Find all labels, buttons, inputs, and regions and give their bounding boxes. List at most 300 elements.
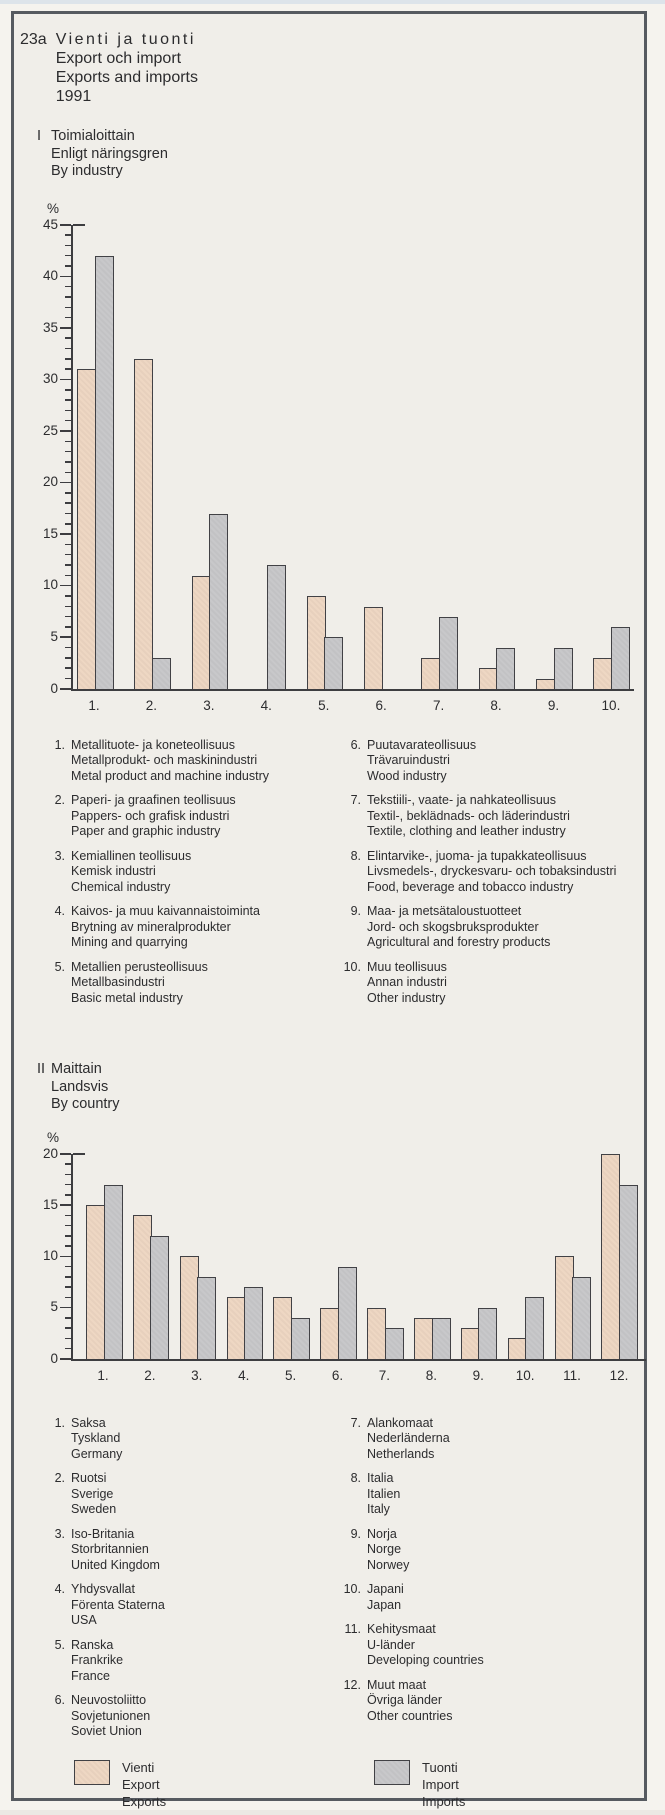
bar-group-1 [86,1185,123,1359]
y-tick [65,1266,71,1268]
bar-import-10 [611,627,630,689]
bar-group-8 [479,648,516,689]
y-tick [60,276,71,278]
y-tick [60,224,71,226]
x-category-label: 9. [472,1367,484,1383]
item-number: 2. [54,1471,65,1485]
industry-item-4 [43,904,339,951]
item-line: Trävaruindustri [367,753,450,767]
bar-import-10 [525,1297,544,1359]
item-line: Developing countries [367,1653,484,1667]
y-tick [65,1184,71,1186]
item-number: 8. [350,848,361,863]
item-lines [367,1622,484,1669]
item-line: Italia [367,1471,394,1485]
bar-group-2 [133,1215,170,1359]
page-content [14,30,644,1814]
y-tick [65,317,71,319]
y-tick [65,337,71,339]
y-tick-label: 20 [42,474,58,490]
y-tick [65,389,71,391]
legend-label-sv: Export [122,1776,160,1792]
y-tick [65,1327,71,1329]
item-line: Storbritannien [71,1542,149,1556]
bar-import-2 [152,658,171,689]
bar-export-4 [227,1297,246,1359]
y-tick [65,286,71,288]
title-line-fi: Vienti ja tuonti [55,31,196,48]
x-category-label: 1. [97,1367,109,1383]
item-line: Metallprodukt- och maskinindustri [71,753,258,767]
item-line: Elintarvike-, juoma- ja tupakkateollisuus [367,848,587,863]
y-tick [65,296,71,298]
x-category-label: 7. [378,1367,391,1383]
y-tick-label: 5 [50,1299,58,1315]
country-item-9 [339,1527,484,1574]
country-item-2 [43,1471,339,1518]
import-swatch [374,1760,410,1785]
section-2-heading [37,1061,644,1114]
industry-item-7 [339,793,616,840]
legend-label-en: Imports [422,1793,466,1809]
x-category-label: 4. [260,697,272,713]
country-chart [42,1129,646,1384]
bar-import-7 [385,1328,404,1359]
y-tick-label: 35 [42,319,58,335]
item-line: Puutavarateollisuus [367,737,477,752]
item-line: Kemiallinen teollisuus [71,848,192,863]
heading-line-fi: Maittain [51,1061,102,1077]
item-line: Ruotsi [71,1471,107,1485]
y-tick [60,327,71,329]
bar-import-7 [439,617,458,689]
y-tick [65,1215,71,1217]
y-tick [60,636,71,638]
bar-export-3 [180,1256,199,1359]
item-line: Metallien perusteollisuus [71,959,208,974]
item-line: Brytning av mineralprodukter [71,919,231,934]
bar-group-12 [601,1154,638,1359]
section-1-heading [37,128,644,181]
item-line: France [71,1668,110,1683]
y-tick [65,513,71,515]
y-tick [65,410,71,412]
item-line: Japani [367,1582,404,1596]
item-lines [367,904,550,951]
export-labels [122,1759,166,1810]
item-line: Agricultural and forestry products [367,935,551,949]
x-category-label: 5. [318,697,330,713]
y-tick [65,1174,71,1176]
item-line: Japan [367,1597,402,1612]
x-category-label: 4. [238,1367,250,1383]
chart-legend [14,1759,644,1815]
item-number: 6. [350,737,361,752]
y-tick [60,1358,71,1360]
y-tick [65,678,71,680]
y-tick-label: 25 [42,422,58,438]
bar-import-8 [496,648,515,689]
item-line: Basic metal industry [71,990,183,1005]
country-chart-plot [42,1129,646,1366]
y-axis-unit-label: % [46,200,59,216]
bar-import-5 [324,637,343,689]
bar-group-3 [192,514,229,689]
y-tick [65,626,71,628]
item-line: Wood industry [367,768,447,783]
y-tick [65,1317,71,1319]
item-lines [367,1416,450,1463]
bar-import-8 [432,1318,451,1359]
heading-line-sv: Enligt näringsgren [51,145,168,162]
legend-label-sv: Import [422,1776,459,1792]
country-item-1 [43,1416,339,1463]
y-tick [65,265,71,267]
y-tick-label: 40 [42,268,58,284]
y-tick-label: 0 [50,680,58,696]
item-line: Livsmedels-, dryckesvaru- och tobaksindustri [367,864,617,878]
item-lines [71,1693,150,1740]
country-legend-list [14,1416,644,1749]
item-lines [71,738,269,785]
item-line: Tyskland [71,1431,121,1445]
item-number: 9. [350,904,361,918]
title-line-en: Exports and imports [55,69,198,86]
industry-item-1 [43,738,339,785]
y-tick [65,554,71,556]
x-category-label: 1. [88,697,100,713]
item-lines [71,1471,116,1518]
x-category-label: 2. [144,1367,156,1383]
bar-export-8 [479,668,498,689]
y-tick-label: 15 [42,1196,58,1212]
bar-group-5 [307,596,344,689]
y-tick [65,1194,71,1196]
item-lines [367,960,447,1007]
country-list-left-column [43,1416,339,1749]
item-line: Other countries [367,1708,453,1723]
bar-export-6 [364,607,383,689]
y-tick [65,667,71,669]
y-tick [65,1286,71,1288]
item-number: 8. [350,1471,361,1485]
item-line: Italy [367,1502,390,1516]
bar-group-4 [227,1287,264,1359]
x-category-label: 10. [515,1367,535,1383]
bar-import-1 [104,1185,123,1359]
item-line: Germany [71,1446,123,1461]
item-line: Sverige [71,1486,114,1501]
item-line: Paperi- ja graafinen teollisuus [71,793,236,807]
item-line: Metallbasindustri [71,975,165,989]
bar-import-3 [209,514,228,689]
item-line: Chemical industry [71,879,171,894]
item-lines [367,1471,400,1518]
item-line: Nederländerna [367,1431,450,1445]
item-line: Soviet Union [71,1724,142,1738]
x-category-label: 3. [203,697,215,713]
bar-group-9 [461,1308,498,1359]
industry-chart-x-labels [71,698,634,714]
industry-legend-list [14,738,644,1016]
item-line: Alankomaat [367,1415,434,1430]
item-line: Norja [367,1526,397,1541]
legend-label-fi: Tuonti [422,1759,458,1775]
x-category-label: 9. [547,697,560,713]
item-line: Metal product and machine industry [71,768,270,783]
section-1-heading-lines [51,128,168,181]
item-number: 1. [54,1415,65,1430]
bar-import-3 [197,1277,216,1359]
country-item-4 [43,1582,339,1629]
industry-list-left-column [43,738,339,1016]
item-line: Maa- ja metsätaloustuotteet [367,904,522,918]
item-line: Yhdysvallat [71,1582,135,1596]
item-lines [71,1527,160,1574]
item-line: Iso-Britania [71,1526,135,1541]
item-number: 7. [350,793,361,807]
y-tick [65,461,71,463]
bar-group-2 [134,359,171,689]
y-tick [65,399,71,401]
item-number: 3. [54,848,65,863]
item-line: Sweden [71,1502,117,1516]
y-tick [65,564,71,566]
bar-import-4 [244,1287,263,1359]
bar-import-12 [619,1185,638,1359]
item-number: 5. [54,1637,65,1652]
x-category-label: 11. [563,1367,581,1383]
item-line: USA [71,1613,97,1627]
figure-title-block [20,30,644,106]
heading-line-fi: Toimialoittain [51,128,135,144]
bar-group-10 [508,1297,545,1359]
y-tick-label: 45 [42,216,58,232]
industry-item-3 [43,849,339,896]
country-item-5 [43,1638,339,1685]
y-tick [60,1204,71,1206]
legend-import-item [374,1759,465,1810]
x-category-label: 6. [331,1367,344,1383]
item-line: Netherlands [367,1446,435,1461]
industry-item-5 [43,960,339,1007]
bar-group-6 [320,1267,357,1359]
y-tick [60,533,71,535]
y-tick [65,502,71,504]
item-lines [71,793,236,840]
y-tick [65,245,71,247]
bar-export-10 [593,658,612,689]
heading-line-en: By country [51,1096,120,1112]
y-tick [65,657,71,659]
y-tick [65,358,71,360]
item-line: Ranska [71,1637,114,1652]
bar-import-9 [478,1308,497,1359]
item-lines [71,849,191,896]
country-item-6 [43,1693,339,1740]
item-number: 10. [343,959,361,974]
country-item-3 [43,1527,339,1574]
item-line: Tekstiili-, vaate- ja nahkateollisuus [367,793,556,807]
export-swatch [74,1760,110,1785]
bar-group-8 [414,1318,451,1359]
y-tick-label: 10 [42,1248,58,1263]
x-category-label: 12. [609,1367,629,1383]
x-category-label: 6. [375,697,387,713]
bar-export-11 [555,1256,574,1359]
bar-import-2 [150,1236,169,1359]
item-line: Muu teollisuus [367,959,447,974]
legend-export-item [74,1759,166,1810]
item-lines [71,904,260,951]
industry-list-right-column [339,738,616,1016]
x-category-label: 3. [191,1367,203,1383]
item-line: United Kingdom [71,1557,160,1572]
bar-group-10 [593,627,630,689]
item-number: 6. [54,1693,65,1707]
y-tick [60,482,71,484]
y-tick [60,1307,71,1309]
bar-export-10 [508,1338,527,1359]
figure-number: 23a [20,31,47,48]
item-number: 9. [350,1526,361,1541]
x-category-label: 7. [432,697,445,713]
y-tick [65,1245,71,1247]
y-tick [60,430,71,432]
y-tick [60,688,71,690]
title-year: 1991 [55,88,92,105]
y-tick [65,1235,71,1237]
bar-export-3 [192,576,211,689]
item-line: Paper and graphic industry [71,824,221,838]
y-tick [65,1338,71,1340]
country-chart-bars [73,1154,646,1359]
bar-export-2 [133,1215,152,1359]
bar-import-5 [291,1318,310,1359]
x-category-label: 5. [284,1367,297,1383]
item-line: Other industry [367,990,446,1005]
bar-export-7 [367,1308,386,1359]
y-tick [65,606,71,608]
item-lines [71,1582,165,1629]
industry-item-6 [339,738,616,785]
item-lines [71,1638,123,1685]
bar-group-9 [536,648,573,689]
x-category-label: 8. [425,1367,437,1383]
country-item-8 [339,1471,484,1518]
bar-export-2 [134,359,153,689]
bar-export-5 [307,596,326,689]
item-line: Muut maat [367,1677,427,1692]
bar-export-12 [601,1154,620,1359]
industry-chart-plot [42,200,634,696]
x-category-label: 8. [490,697,502,713]
y-tick-label: 20 [42,1145,58,1161]
item-line: Kaivos- ja muu kaivannaistoiminta [71,904,260,918]
x-category-label: 2. [145,697,158,713]
item-number: 7. [350,1415,361,1430]
item-lines [71,1416,122,1463]
industry-chart-bars [73,225,634,689]
y-tick [65,647,71,649]
item-line: Övriga länder [367,1693,443,1707]
item-lines [367,1527,409,1574]
y-tick [60,1256,71,1258]
bar-import-9 [554,648,573,689]
bar-import-4 [267,565,286,689]
y-tick [65,544,71,546]
bar-export-1 [77,369,96,689]
y-tick [65,472,71,474]
item-number: 3. [54,1526,65,1541]
item-line: Kehitysmaat [367,1622,436,1636]
item-lines [367,738,476,785]
industry-item-2 [43,793,339,840]
bar-group-3 [180,1256,217,1359]
bar-export-7 [421,658,440,689]
item-lines [367,1582,404,1613]
item-number: 1. [54,737,65,752]
y-tick [65,255,71,257]
bar-group-7 [367,1308,404,1359]
industry-item-9 [339,904,616,951]
y-tick-label: 5 [50,628,58,644]
y-tick-label: 15 [42,525,58,541]
bar-group-4 [249,565,286,689]
bar-import-6 [338,1267,357,1359]
y-tick [65,234,71,236]
item-line: Pappers- och grafisk industri [71,808,230,823]
y-tick [65,492,71,494]
item-number: 11. [344,1622,361,1636]
y-tick [65,451,71,453]
x-category-label: 10. [601,697,621,713]
item-number: 10. [343,1582,361,1596]
item-line: Jord- och skogsbruksprodukter [367,919,539,934]
item-line: Frankrike [71,1653,124,1667]
country-item-10 [339,1582,484,1613]
bar-group-7 [421,617,458,689]
item-line: Italien [367,1486,401,1501]
item-number: 2. [54,793,65,807]
item-lines [367,849,616,896]
y-tick [65,1225,71,1227]
bar-group-11 [555,1256,592,1359]
bar-group-5 [273,1297,310,1359]
y-tick [65,1276,71,1278]
country-item-11 [339,1622,484,1669]
y-tick [65,348,71,350]
bar-export-5 [273,1297,292,1359]
item-line: Sovjetunionen [71,1708,151,1723]
item-number: 12. [343,1677,361,1692]
item-line: Annan industri [367,975,447,989]
item-number: 4. [54,1582,65,1596]
y-tick [60,585,71,587]
item-line: Neuvostoliitto [71,1693,147,1707]
title-line-sv: Export och import [55,50,182,67]
industry-item-10 [339,960,616,1007]
y-tick [65,368,71,370]
item-lines [367,793,570,840]
item-line: Food, beverage and tobacco industry [367,879,574,894]
country-item-7 [339,1416,484,1463]
y-tick [65,420,71,422]
bar-group-1 [77,256,114,689]
figure-title [56,30,198,106]
item-line: Metallituote- ja koneteollisuus [71,737,235,752]
item-line: Saksa [71,1415,106,1430]
